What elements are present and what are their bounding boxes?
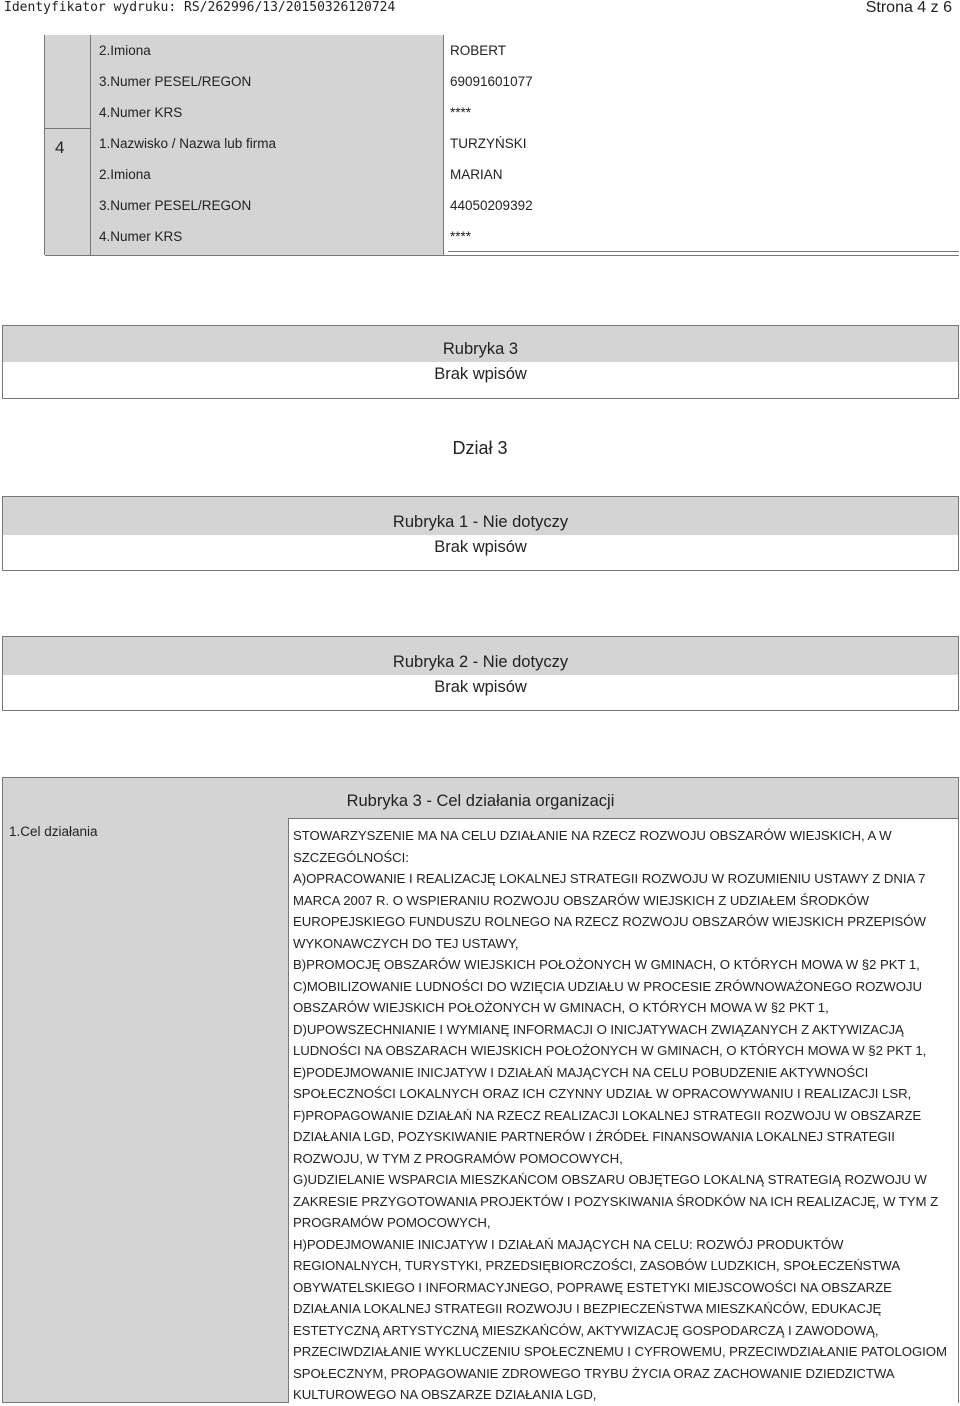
section-cel-dzialania bbox=[2, 777, 959, 1403]
print-identifier: Identyfikator wydruku: RS/262996/13/20150326120724 bbox=[4, 0, 396, 15]
persons-table bbox=[44, 35, 960, 255]
field-value-text: STOWARZYSZENIE MA NA CELU DZIAŁANIE NA RZECZ ROZWOJU OBSZARÓW WIEJSKICH, A W SZCZEGÓLNOŚCI: A)OPRACOWANIE I REALIZACJĘ LOKALNEJ STRATEGII ROZWOJU W ROZUMIENIU USTAWY Z DNIA 7 MARCA 2007 R. O WSPIERANIU ROZWOJU OBSZARÓW WIEJSKICH Z UDZIAŁEM ŚRODKÓW EUROPEJSKIEGO FUNDUSZU ROLNEGO NA RZECZ ROZWOJU OBSZARÓW WIEJSKICH PRZEPISÓW WYKONAWCZYCH DO TEJ USTAWY, B)PROMOCJĘ OBSZARÓW WIEJSKICH POŁOŻONYCH W GMINACH, O KTÓRYCH MOWA W §2 PKT 1, C)MOBILIZOWANIE LUDNOŚCI DO WZIĘCIA UDZIAŁU W PROCESIE ZRÓWNOWAŻONEGO ROZWOJU OBSZARÓW WIEJSKICH POŁOŻONYCH W GMINACH, O KTÓRYCH MOWA W §2 PKT 1, D)UPOWSZECHNIANIE I WYMIANĘ INFORMACJI O INICJATYWACH ZWIĄZANYCH Z AKTYWIZACJĄ LUDNOŚCI NA OBSZARACH WIEJSKICH POŁOŻONYCH W GMINACH, O KTÓRYCH MOWA W §2 PKT 1, E)PODEJMOWANIE INICJATYW I DZIAŁAŃ MAJĄCYCH NA CELU POBUDZENIE AKTYWNOŚCI SPOŁECZNOŚCI LOKALNYCH ORAZ ICH CZYNNY UDZIAŁ W OPRACOWYWANIU I REALIZACJI LSR, F)PROPAGOWANIE DZIAŁAŃ NA RZECZ REALIZACJI LOKALNEJ STRATEGII ROZWOJU W OBSZARZE DZIAŁANIA LGD, POZYSKIWANIE PARTNERÓW I ŹRÓDEŁ FINANSOWANIA LOKALNEJ STRATEGII ROZWOJU, W TYM Z PROGRAMÓW POMOCOWYCH, G)UDZIELANIE WSPARCIA MIESZKAŃCOM OBSZARU OBJĘTEGO LOKALNĄ STRATEGIĄ ROZWOJU W ZAKRESIE PRZYGOTOWANIA PROJEKTÓW I POZYSKIWANIA ŚRODKÓW NA ICH REALIZACJĘ, W TYM Z PROGRAMÓW POMOCOWYCH, H)PODEJMOWANIE INICJATYW I DZIAŁAŃ MAJĄCYCH NA CELU: ROZWÓJ PRODUKTÓW REGIONALNYCH, TURYSTYKI, PRZEDSIĘBIORCZOŚCI, ZASOBÓW LUDZKICH, SPOŁECZEŃSTWA OBYWATELSKIEGO I INFORMACYJNEGO, POPRAWĘ ESTETYKI MIEJSCOWOŚCI NA OBSZARZE DZIAŁANIA LOKALNEJ STRATEGII ROZWOJU I BEZPIECZEŃSTWA MIESZKAŃCÓW, EDUKACJĘ ESTETYCZNĄ ARTYSTYCZNĄ MIESZKAŃCÓW, AKTYWIZACJĘ GOSPODARCZĄ I ZAWODOWĄ, PRZECIWDZIAŁANIE WYKLUCZENIU SPOŁECZNEMU I CYFROWEMU, PRZECIWDZIAŁANIE PATOLOGIOM SPOŁECZNYM, PROPAGOWANIE ZDROWEGO TRYBU ŻYCIA ORAZ ZACHOWANIE DZIEDZICTWA KULTUROWEGO NA OBSZARZE DZIAŁANIA LGD, bbox=[293, 828, 947, 1402]
section-body: Brak wpisów bbox=[434, 678, 527, 696]
section-title: Rubryka 3 bbox=[3, 326, 958, 362]
row-label: 2.Imiona bbox=[99, 43, 151, 58]
person-row bbox=[91, 128, 960, 159]
person-row bbox=[91, 97, 960, 128]
person-row bbox=[91, 190, 960, 221]
divider bbox=[45, 255, 959, 256]
section-title: Rubryka 3 - Cel działania organizacji bbox=[346, 792, 615, 810]
row-label: 3.Numer PESEL/REGON bbox=[99, 198, 252, 213]
section-rubryka-1 bbox=[2, 496, 959, 571]
dzial-3-title: Dział 3 bbox=[452, 438, 508, 458]
divider bbox=[45, 128, 90, 129]
person-number: 4 bbox=[55, 138, 65, 157]
persons-inner bbox=[90, 35, 960, 255]
person-row bbox=[91, 35, 960, 66]
section-body: Brak wpisów bbox=[434, 538, 527, 556]
section-rubryka-2 bbox=[2, 636, 959, 711]
field-label: 1.Cel działania bbox=[9, 824, 98, 839]
row-label: 1.Nazwisko / Nazwa lub firma bbox=[99, 136, 277, 151]
section-body: Brak wpisów bbox=[434, 365, 527, 383]
row-value: **** bbox=[450, 105, 472, 120]
person-row bbox=[91, 221, 960, 252]
row-label: 4.Numer KRS bbox=[99, 229, 183, 244]
row-label: 3.Numer PESEL/REGON bbox=[99, 74, 252, 89]
section-rubryka-3 bbox=[2, 325, 959, 399]
row-value: MARIAN bbox=[450, 167, 503, 182]
section-title: Rubryka 1 - Nie dotyczy bbox=[3, 497, 958, 535]
person-row bbox=[91, 159, 960, 190]
row-label: 2.Imiona bbox=[99, 167, 151, 182]
row-value: ROBERT bbox=[450, 43, 507, 58]
row-label: 4.Numer KRS bbox=[99, 105, 183, 120]
row-value: TURZYŃSKI bbox=[450, 136, 527, 151]
person-row bbox=[91, 66, 960, 97]
field-value-panel bbox=[288, 818, 958, 1403]
section-title: Rubryka 2 - Nie dotyczy bbox=[3, 637, 958, 675]
row-value: **** bbox=[450, 229, 472, 244]
page-number: Strona 4 z 6 bbox=[865, 0, 952, 16]
divider bbox=[448, 251, 959, 252]
row-value: 44050209392 bbox=[450, 198, 533, 213]
row-value: 69091601077 bbox=[450, 74, 533, 89]
